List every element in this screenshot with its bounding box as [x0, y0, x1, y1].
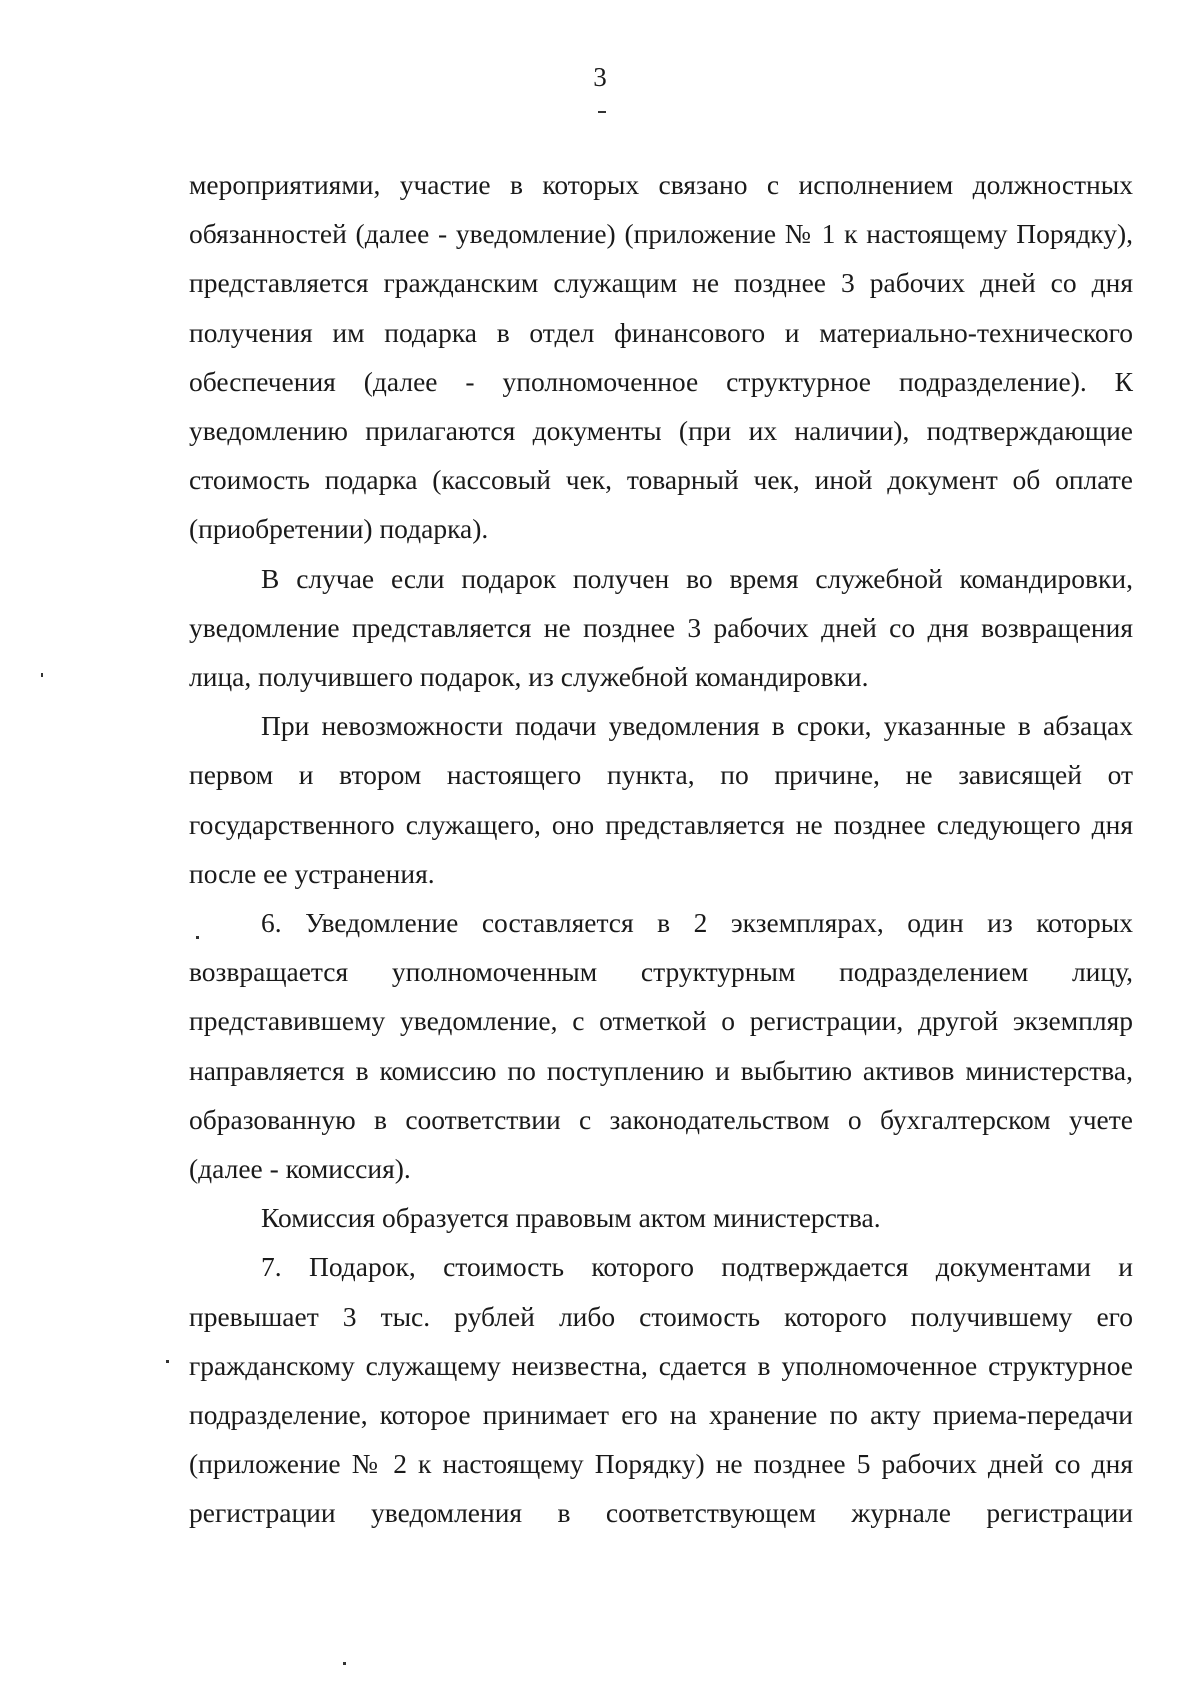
- document-body: [189, 160, 1133, 1538]
- paragraph-business-trip: [189, 554, 1133, 702]
- text-line: Комиссия образуется правовым актом министерства.: [261, 1202, 881, 1234]
- text-line: после ее устранения.: [189, 857, 435, 889]
- text-line: государственного служащего, оно представляется не позднее следующего дня: [189, 808, 1133, 840]
- text-line: регистрации уведомления в соответствующем журнале регистрации: [189, 1497, 1133, 1529]
- scan-speck: [166, 1360, 169, 1363]
- paragraph-item-6: [189, 898, 1133, 1193]
- text-line: (приложение № 2 к настоящему Порядку) не позднее 5 рабочих дней со дня: [189, 1448, 1133, 1480]
- page-number: 3: [593, 62, 607, 92]
- text-line: уведомление представляется не позднее 3 рабочих дней со дня возвращения: [189, 611, 1133, 643]
- text-line: обеспечения (далее - уполномоченное структурное подразделение). К: [189, 365, 1133, 397]
- text-line: образованную в соответствии с законодательством о бухгалтерском учете: [189, 1103, 1133, 1135]
- text-line: лица, получившего подарок, из служебной командировки.: [189, 661, 869, 693]
- text-line: направляется в комиссию по поступлению и выбытию активов министерства,: [189, 1054, 1133, 1086]
- text-line: представившему уведомление, с отметкой о регистрации, другой экземпляр: [189, 1005, 1133, 1037]
- paragraph-commission: [189, 1193, 1133, 1242]
- text-line: мероприятиями, участие в которых связано с исполнением должностных: [189, 169, 1133, 200]
- text-line: стоимость подарка (кассовый чек, товарный чек, иной документ об оплате: [189, 464, 1133, 496]
- text-line: представляется гражданским служащим не позднее 3 рабочих дней со дня: [189, 267, 1133, 299]
- paragraph-item-7: [189, 1242, 1133, 1537]
- text-line: При невозможности подачи уведомления в сроки, указанные в абзацах: [261, 710, 1133, 742]
- text-line: (далее - комиссия).: [189, 1153, 411, 1185]
- paragraph-continuation: [189, 160, 1133, 554]
- scan-speck: [343, 1662, 346, 1665]
- text-line: обязанностей (далее - уведомление) (приложение № 1 к настоящему Порядку),: [189, 218, 1133, 250]
- paragraph-impossibility: [189, 701, 1133, 898]
- text-line: уведомлению прилагаются документы (при их наличии), подтверждающие: [189, 415, 1133, 447]
- text-line: (приобретении) подарка).: [189, 513, 489, 545]
- text-line: В случае если подарок получен во время служебной командировки,: [261, 562, 1133, 594]
- text-line: 6. Уведомление составляется в 2 экземплярах, один из которых: [261, 907, 1133, 939]
- text-line: первом и втором настоящего пункта, по причине, не зависящей от: [189, 759, 1133, 791]
- text-line: 7. Подарок, стоимость которого подтверждается документами и: [261, 1251, 1133, 1283]
- text-line: подразделение, которое принимает его на хранение по акту приема-передачи: [189, 1399, 1133, 1431]
- text-line: получения им подарка в отдел финансового и материально-технического: [189, 316, 1133, 348]
- text-line: гражданскому служащему неизвестна, сдается в уполномоченное структурное: [189, 1349, 1133, 1381]
- text-line: возвращается уполномоченным структурным подразделением лицу,: [189, 956, 1133, 988]
- text-line: превышает 3 тыс. рублей либо стоимость которого получившему его: [189, 1300, 1133, 1332]
- scan-speck: [41, 673, 43, 677]
- scan-speck: [598, 111, 606, 113]
